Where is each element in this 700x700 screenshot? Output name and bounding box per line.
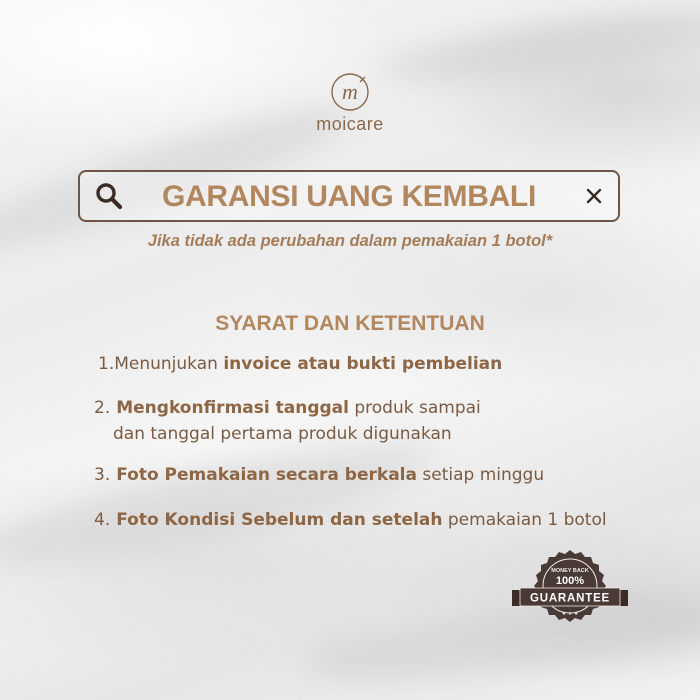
fabric-fold: [298, 586, 700, 694]
badge-top-text: MONEY BACK: [551, 568, 589, 574]
term-bold-text: Mengkonfirmasi tanggal: [116, 398, 349, 418]
close-icon[interactable]: [580, 182, 608, 210]
fabric-fold: [378, 0, 700, 95]
terms-title: SYARAT DAN KETENTUAN: [215, 312, 485, 335]
term-number: 3.: [94, 465, 111, 485]
search-icon: [94, 181, 124, 211]
brand-name: moicare: [316, 114, 384, 134]
term-number: 4.: [94, 510, 111, 530]
badge-ribbon-text: GUARANTEE: [529, 592, 611, 605]
term-number: 1.: [98, 354, 115, 374]
guarantee-title: GARANSI UANG KEMBALI: [162, 180, 536, 213]
term-bold-text: Foto Pemakaian secara berkala: [116, 465, 417, 485]
term-text: pemakaian 1 botol: [442, 510, 607, 530]
term-number: 2.: [94, 398, 111, 418]
term-item-3: [94, 465, 544, 485]
guarantee-subtitle: Jika tidak ada perubahan dalam pemakaian 1 botol*: [147, 232, 553, 250]
money-back-guarantee-badge: [508, 548, 632, 638]
badge-stars: ★ ★ ★: [561, 611, 579, 617]
fabric-fold: [0, 421, 442, 589]
guarantee-search-box[interactable]: [78, 170, 620, 222]
term-item-2-line2: dan tanggal pertama produk digunakan: [113, 424, 452, 444]
term-bold-text: Foto Kondisi Sebelum dan setelah: [116, 510, 443, 530]
term-text: setiap minggu: [416, 465, 545, 485]
term-text: produk sampai: [348, 398, 481, 418]
term-item-2: [94, 398, 481, 418]
term-item-1: [98, 354, 502, 374]
term-bold-text: invoice atau bukti pembelian: [223, 354, 503, 374]
term-item-4: [94, 510, 607, 530]
badge-percent: 100%: [555, 575, 585, 587]
moicare-logo: [330, 72, 370, 112]
logo-letter: m: [342, 79, 358, 104]
term-text: Menunjukan: [114, 354, 224, 374]
